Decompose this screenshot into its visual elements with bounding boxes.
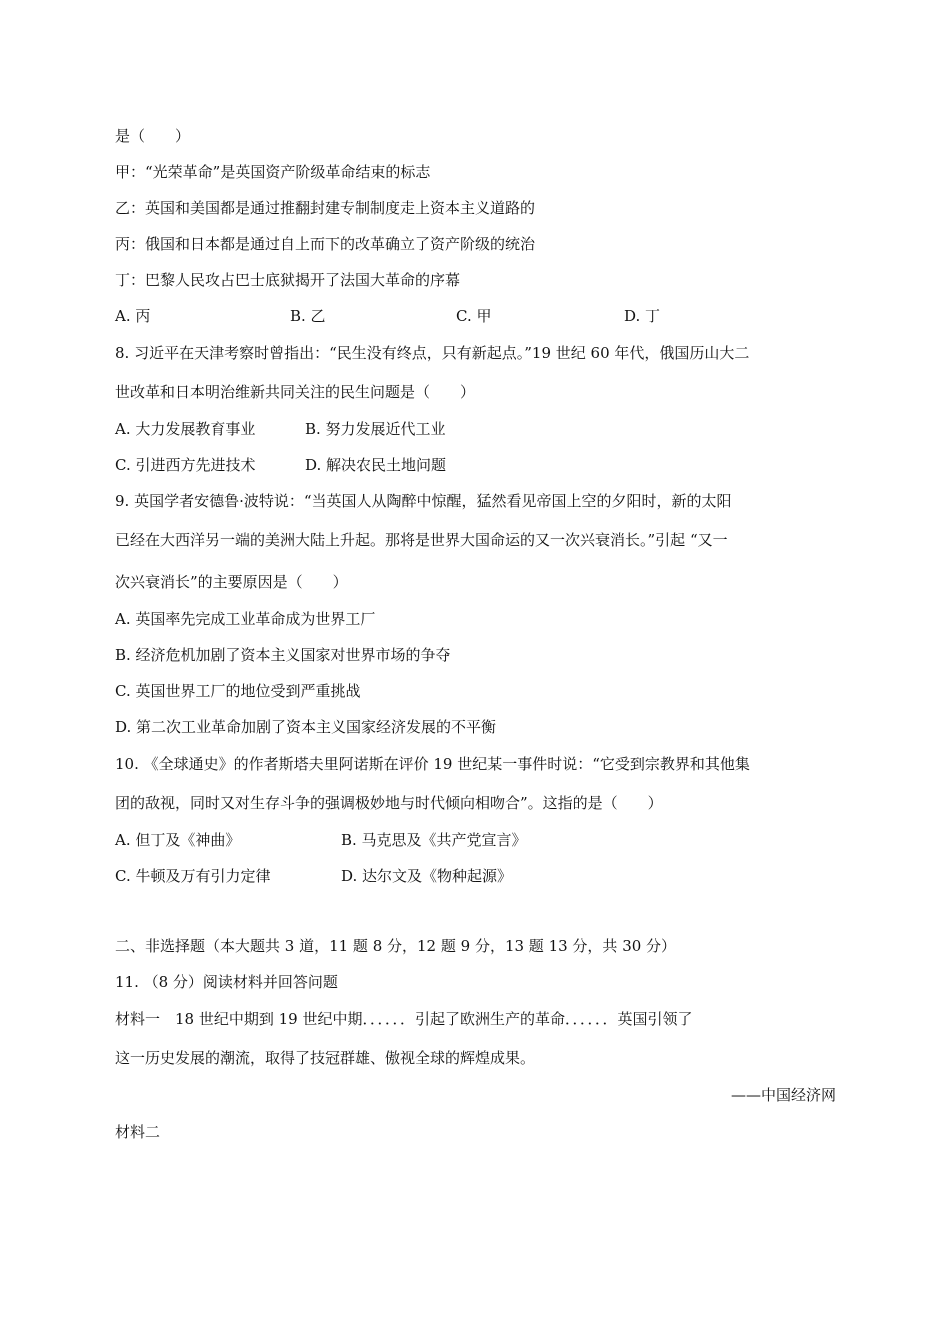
q10-stem-line-1: 10. 《全球通史》的作者斯塔夫里阿诺斯在评价 19 世纪某一事件时说：“它受到宗教界和其他集: [115, 755, 750, 773]
q7-option-a[interactable]: A. 丙: [115, 307, 151, 325]
q11-material-1-source: ——中国经济网: [730, 1086, 836, 1104]
q7-item-yi: 乙：英国和美国都是通过推翻封建专制制度走上资本主义道路的: [115, 199, 536, 217]
q7-option-b[interactable]: B. 乙: [290, 307, 326, 325]
q10-option-c[interactable]: C. 牛顿及万有引力定律: [115, 867, 271, 885]
q11-material-1-line-2: 这一历史发展的潮流，取得了技冠群雄、傲视全球的辉煌成果。: [115, 1049, 536, 1067]
q7-item-ding: 丁：巴黎人民攻占巴士底狱揭开了法国大革命的序幕: [115, 271, 461, 289]
q10-stem-line-2: 团的敌视，同时又对生存斗争的强调极妙地与时代倾向相吻合”。这指的是（ ）: [115, 794, 663, 812]
q10-option-a[interactable]: A. 但丁及《神曲》: [115, 831, 241, 849]
q9-stem-line-1: 9. 英国学者安德鲁·波特说：“当英国人从陶醉中惊醒，猛然看见帝国上空的夕阳时，新的太阳: [115, 492, 732, 510]
q7-item-bing: 丙：俄国和日本都是通过自上而下的改革确立了资产阶级的统治: [115, 235, 536, 253]
q10-option-d[interactable]: D. 达尔文及《物种起源》: [341, 867, 513, 885]
section-2-heading: 二、非选择题（本大题共 3 道，11 题 8 分，12 题 9 分，13 题 13 分，共 30 分）: [115, 937, 677, 955]
q7-option-c[interactable]: C. 甲: [456, 307, 492, 325]
q8-option-c[interactable]: C. 引进西方先进技术: [115, 456, 256, 474]
q11-title: 11. （8 分）阅读材料并回答问题: [115, 973, 338, 991]
q11-material-1-line-1: 材料一 18 世纪中期到 19 世纪中期．．．．．．引起了欧洲生产的革命．．．．．．英国引领了: [115, 1010, 693, 1028]
q9-option-b[interactable]: B. 经济危机加剧了资本主义国家对世界市场的争夺: [115, 646, 451, 664]
q8-option-d[interactable]: D. 解决农民土地问题: [305, 456, 447, 474]
q7-option-d[interactable]: D. 丁: [624, 307, 661, 325]
q9-stem-line-2: 已经在大西洋另一端的美洲大陆上升起。那将是世界大国命运的又一次兴衰消长。”引起 “又一: [115, 531, 728, 549]
q10-option-b[interactable]: B. 马克思及《共产党宣言》: [341, 831, 527, 849]
q9-option-d[interactable]: D. 第二次工业革命加剧了资本主义国家经济发展的不平衡: [115, 718, 497, 736]
q11-material-2-label: 材料二: [115, 1123, 161, 1141]
q8-option-b[interactable]: B. 努力发展近代工业: [305, 420, 446, 438]
q8-stem-line-1: 8. 习近平在天津考察时曾指出：“民生没有终点，只有新起点。”19 世纪 60 年代，俄国历山大二: [115, 344, 750, 362]
q7-item-jia: 甲：“光荣革命”是英国资产阶级革命结束的标志: [115, 163, 431, 181]
q9-option-a[interactable]: A. 英国率先完成工业革命成为世界工厂: [115, 610, 376, 628]
q7-stem-end: 是（ ）: [115, 127, 191, 145]
q8-option-a[interactable]: A. 大力发展教育事业: [115, 420, 256, 438]
q9-option-c[interactable]: C. 英国世界工厂的地位受到严重挑战: [115, 682, 361, 700]
q8-stem-line-2: 世改革和日本明治维新共同关注的民生问题是（ ）: [115, 383, 476, 401]
q9-stem-line-3: 次兴衰消长”的主要原因是（ ）: [115, 573, 348, 591]
